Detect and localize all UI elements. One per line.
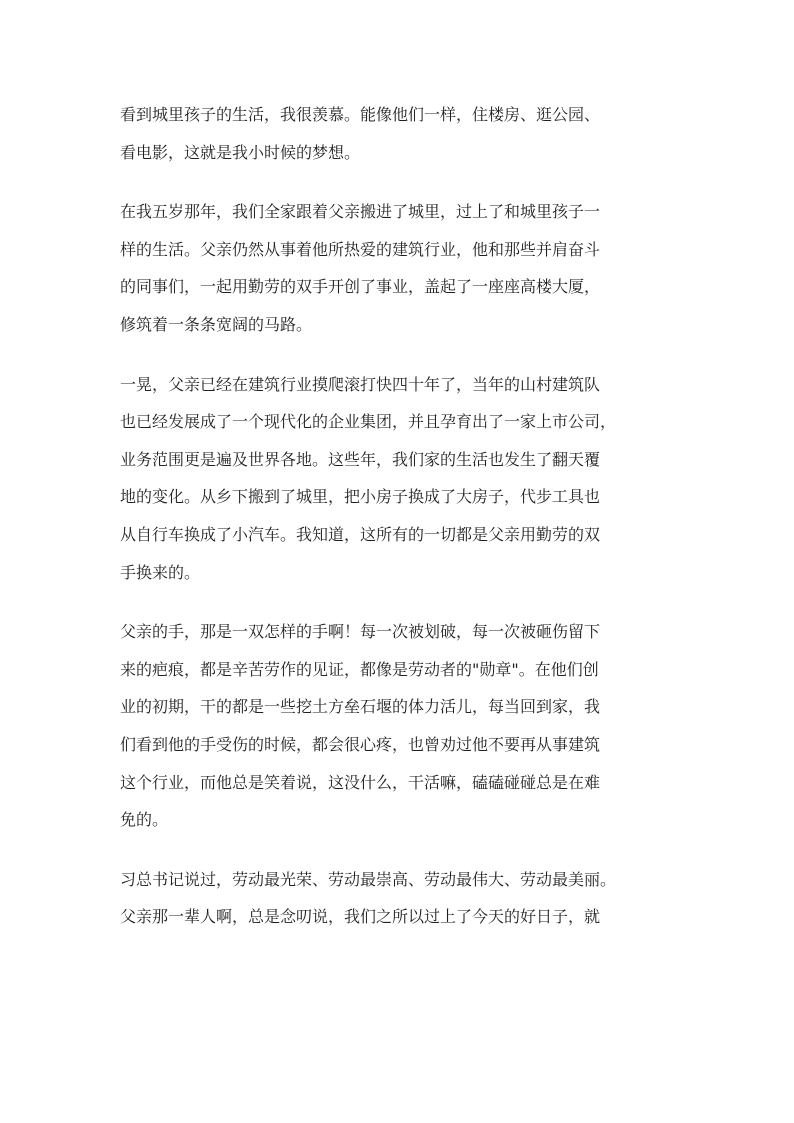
text-line: 父亲的手，那是一双怎样的手啊！每一次被划破，每一次被砸伤留下 <box>120 622 601 642</box>
text-line: 父亲那一辈人啊，总是念叨说，我们之所以过上了今天的好日子，就 <box>120 907 601 927</box>
text-line: 业务范围更是遍及世界各地。这些年，我们家的生活也发生了翻天覆 <box>120 449 601 469</box>
paragraph-2 <box>120 193 680 343</box>
text-line: 看电影，这就是我小时候的梦想。 <box>120 142 361 162</box>
text-line: 来的疤痕，都是辛苦劳作的见证，都像是劳动者的"勋章"。在他们创 <box>120 659 599 679</box>
document-body <box>120 96 680 958</box>
text-line: 免的。 <box>120 810 169 830</box>
text-line: 从自行车换成了小汽车。我知道，这所有的一切都是父亲用勤劳的双 <box>120 524 601 544</box>
text-line: 手换来的。 <box>120 562 201 582</box>
text-line: 在我五岁那年，我们全家跟着父亲搬进了城里，过上了和城里孩子一 <box>120 202 601 222</box>
paragraph-1 <box>120 96 680 171</box>
text-line: 修筑着一条条宽阔的马路。 <box>120 314 313 334</box>
text-line: 地的变化。从乡下搬到了城里，把小房子换成了大房子，代步工具也 <box>120 487 601 507</box>
text-line: 的同事们，一起用勤劳的双手开创了事业，盖起了一座座高楼大厦， <box>120 277 601 297</box>
text-line: 习总书记说过，劳动最光荣、劳动最崇高、劳动最伟大、劳动最美丽。 <box>120 869 617 889</box>
paragraph-5 <box>120 861 680 936</box>
text-line: 看到城里孩子的生活，我很羡慕。能像他们一样，住楼房、逛公园、 <box>120 105 601 124</box>
text-line: 也已经发展成了一个现代化的企业集团，并且孕育出了一家上市公司， <box>120 412 617 432</box>
text-line: 业的初期，干的都是一些挖土方垒石堰的体力活儿，每当回到家，我 <box>120 697 601 717</box>
text-line: 这个行业，而他总是笑着说，这没什么，干活嘛，磕磕碰碰总是在难 <box>120 772 601 792</box>
text-line: 样的生活。父亲仍然从事着他所热爱的建筑行业，他和那些并肩奋斗 <box>120 239 601 259</box>
text-line: 们看到他的手受伤的时候，都会很心疼，也曾劝过他不要再从事建筑 <box>120 734 601 754</box>
paragraph-3 <box>120 366 680 592</box>
paragraph-4 <box>120 613 680 839</box>
text-line: 一晃，父亲已经在建筑行业摸爬滚打快四十年了，当年的山村建筑队 <box>120 374 601 394</box>
